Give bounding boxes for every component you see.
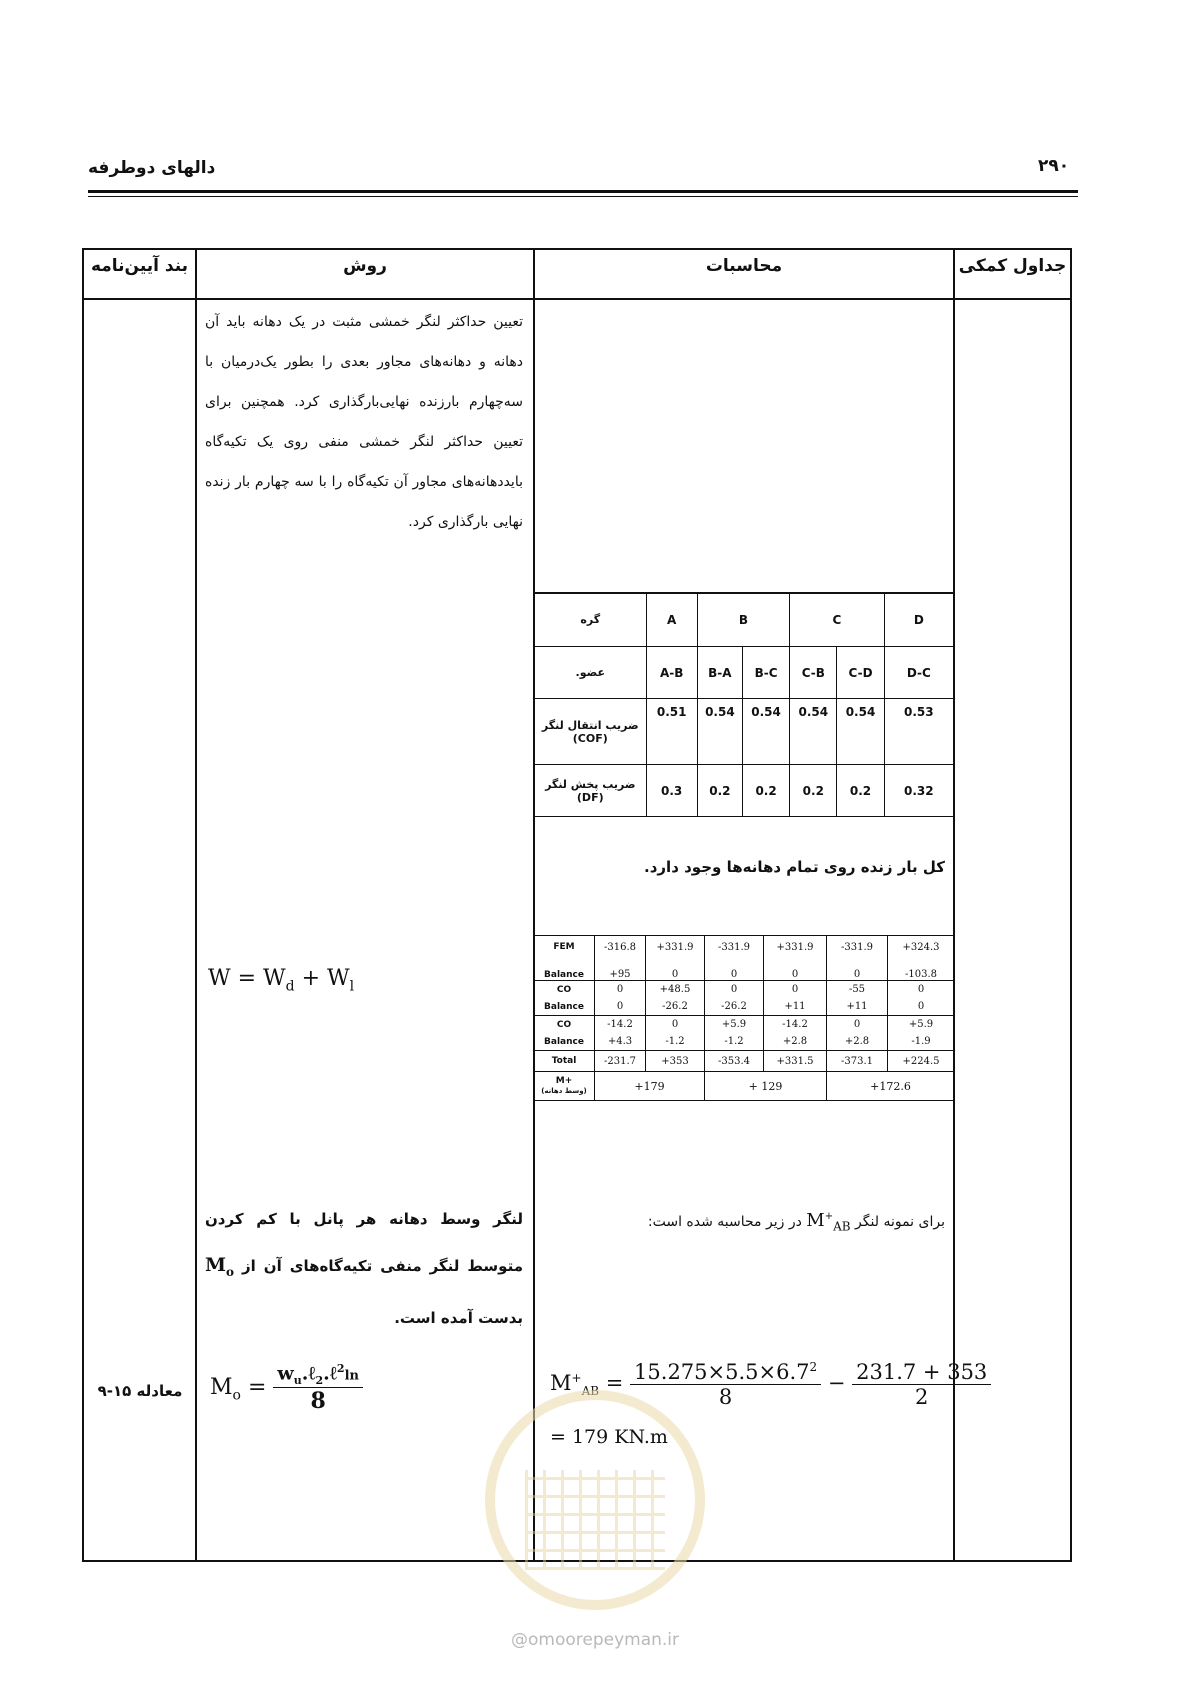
balance-value: 0 xyxy=(595,998,646,1016)
balance-value: +2.8 xyxy=(764,1033,827,1051)
mo-num-w: w xyxy=(277,1362,294,1385)
cof-value: 0.54 xyxy=(837,699,884,765)
co-value: 0 xyxy=(827,1016,888,1034)
node-label: گره xyxy=(535,593,647,647)
w-formula-plus: + W xyxy=(294,966,350,991)
df-label-abbr: (DF) xyxy=(576,790,604,804)
page-number: ۲۹۰ xyxy=(1038,156,1070,176)
header-rule-thin xyxy=(88,196,1078,197)
midspan-moment-ab: +179 xyxy=(595,1072,705,1101)
cof-label xyxy=(535,699,647,765)
sample-intro-symbol xyxy=(806,1210,851,1234)
sample-fraction-2 xyxy=(852,1360,991,1409)
member-bc: B-C xyxy=(742,647,789,699)
node-a: A xyxy=(646,593,697,647)
col-divider-1 xyxy=(195,248,197,1562)
member-cd: C-D xyxy=(837,647,884,699)
balance-value: +2.8 xyxy=(827,1033,888,1051)
co-value: 0 xyxy=(888,981,955,999)
mo-num-ln-sup: 2 xyxy=(336,1362,345,1375)
col-header-aux-tables: جداول کمکی xyxy=(958,256,1067,276)
df-label xyxy=(535,765,647,817)
df-value: 0.3 xyxy=(646,765,697,817)
m-plus-sublabel: (وسط دهانه) xyxy=(541,1087,587,1095)
equals-sign: = xyxy=(247,1375,267,1401)
row-label-midspan-moment xyxy=(534,1072,595,1101)
mo-num-ln: .ℓ xyxy=(323,1362,337,1385)
col-header-method: روش xyxy=(343,256,387,276)
co-value: -14.2 xyxy=(595,1016,646,1034)
sample-intro xyxy=(545,1210,945,1234)
midspan-moment-bc: + 129 xyxy=(705,1072,827,1101)
cof-value: 0.54 xyxy=(742,699,789,765)
balance-value: -1.2 xyxy=(646,1033,705,1051)
total-value: +331.5 xyxy=(764,1051,827,1072)
df-value: 0.2 xyxy=(742,765,789,817)
sample-fraction-1-sup: 2 xyxy=(809,1360,818,1374)
m-plus-label: M+ xyxy=(555,1076,573,1086)
fem-value: -316.8 xyxy=(595,936,646,959)
row-label-balance: Balance xyxy=(534,1033,595,1051)
cof-value: 0.54 xyxy=(790,699,837,765)
equation-reference: معادله ۱۵-۹ xyxy=(97,1382,183,1400)
member-label: عضو. xyxy=(535,647,647,699)
total-value: -353.4 xyxy=(705,1051,764,1072)
balance-value: 0 xyxy=(888,998,955,1016)
sample-fraction-1-num-text: 15.275×5.5×6.7 xyxy=(634,1360,810,1384)
fem-value: +331.9 xyxy=(764,936,827,959)
co-value: 0 xyxy=(595,981,646,999)
co-value: +48.5 xyxy=(646,981,705,999)
total-value: -231.7 xyxy=(595,1051,646,1072)
sample-lhs: M xyxy=(550,1371,572,1395)
live-load-note: کل بار زنده روی تمام دهانه‌ها وجود دارد. xyxy=(644,858,945,876)
col-divider-2 xyxy=(533,248,535,1562)
node-c: C xyxy=(790,593,884,647)
row-label-total: Total xyxy=(534,1051,595,1072)
co-value: +5.9 xyxy=(705,1016,764,1034)
member-dc: D-C xyxy=(884,647,953,699)
cof-value: 0.51 xyxy=(646,699,697,765)
col-header-clause: بند آیین‌نامه xyxy=(90,256,189,276)
balance-value: -26.2 xyxy=(646,998,705,1016)
balance-value: -26.2 xyxy=(705,998,764,1016)
member-ba: B-A xyxy=(697,647,742,699)
w-sub-d: d xyxy=(285,978,295,995)
mo-num-l2: .ℓ xyxy=(301,1362,316,1385)
balance-value: 0 xyxy=(646,958,705,981)
cof-value: 0.53 xyxy=(884,699,953,765)
mo-denominator: 8 xyxy=(310,1388,326,1415)
sample-fraction-1 xyxy=(630,1360,821,1409)
sample-fraction-1-num xyxy=(630,1360,821,1385)
mo-symbol xyxy=(205,1254,235,1279)
mo-fraction xyxy=(273,1362,363,1414)
col-header-calculations: محاسبات xyxy=(705,256,783,276)
header-row-divider xyxy=(82,298,1072,300)
cof-value: 0.54 xyxy=(697,699,742,765)
co-value: 0 xyxy=(646,1016,705,1034)
sample-intro-after: در زیر محاسبه شده است: xyxy=(647,1214,802,1230)
mo-num-w-sub: u xyxy=(293,1374,302,1388)
balance-value: +11 xyxy=(827,998,888,1016)
w-sub-l: l xyxy=(349,978,355,995)
mo-num-l2-sub: 2 xyxy=(315,1374,324,1388)
minus-sign: − xyxy=(827,1371,846,1395)
static-moment-formula xyxy=(210,1362,363,1414)
co-value: -55 xyxy=(827,981,888,999)
watermark-text: @omoorepeyman.ir xyxy=(510,1630,680,1650)
watermark-grid xyxy=(525,1470,665,1570)
balance-value: -1.2 xyxy=(705,1033,764,1051)
node-b: B xyxy=(697,593,789,647)
total-value: +353 xyxy=(646,1051,705,1072)
mo-lhs: M xyxy=(210,1375,233,1401)
balance-value: +4.3 xyxy=(595,1033,646,1051)
member-ab: A-B xyxy=(646,647,697,699)
balance-value: +95 xyxy=(595,958,646,981)
chapter-title: دالهای دوطرفه xyxy=(88,158,216,178)
method-paragraph-2 xyxy=(205,1196,523,1341)
sample-lhs-sub: AB xyxy=(581,1384,600,1399)
row-label-co: CO xyxy=(556,1019,572,1030)
df-value: 0.2 xyxy=(837,765,884,817)
df-label-text: ضریب پخش لنگر xyxy=(545,777,636,791)
mo-num-ln-sub: ln xyxy=(344,1368,359,1384)
member-cb: C-B xyxy=(790,647,837,699)
balance-value: -1.9 xyxy=(888,1033,955,1051)
coefficient-table xyxy=(534,592,954,817)
moment-distribution-table xyxy=(534,935,954,1101)
equals-sign: = xyxy=(605,1371,624,1395)
cof-label-text: ضریب انتقال لنگر xyxy=(541,718,639,732)
mo-lhs-sub: o xyxy=(232,1387,241,1404)
co-value: 0 xyxy=(764,981,827,999)
mo-symbol-sub: o xyxy=(226,1264,235,1279)
load-combination-formula xyxy=(208,966,354,994)
fem-value: -331.9 xyxy=(705,936,764,959)
method-paragraph-2-tail: بدست آمده است. xyxy=(394,1308,523,1327)
fem-value: -331.9 xyxy=(827,936,888,959)
sample-intro-sub: AB xyxy=(833,1219,851,1234)
sample-fraction-2-num: 231.7 + 353 xyxy=(852,1360,991,1385)
method-paragraph-2-text: لنگر وسط دهانه هر پانل با کم کردن متوسط لنگر منفی تکیه‌گاه‌های آن از xyxy=(205,1210,524,1275)
sample-intro-sup: + xyxy=(824,1211,834,1222)
node-d: D xyxy=(884,593,953,647)
co-value: -14.2 xyxy=(764,1016,827,1034)
df-value: 0.2 xyxy=(790,765,837,817)
sample-intro-before: برای نمونه لنگر xyxy=(855,1214,945,1230)
sample-fraction-2-den: 2 xyxy=(915,1385,929,1409)
sample-fraction-1-den: 8 xyxy=(718,1385,733,1409)
balance-value: 0 xyxy=(705,958,764,981)
df-value: 0.32 xyxy=(884,765,953,817)
df-value: 0.2 xyxy=(697,765,742,817)
row-label-balance: Balance xyxy=(534,958,595,981)
cof-label-abbr: (COF) xyxy=(572,731,608,745)
w-formula-lhs: W = W xyxy=(208,966,286,991)
sample-intro-m: M xyxy=(806,1210,825,1231)
balance-value: 0 xyxy=(764,958,827,981)
balance-value: -103.8 xyxy=(888,958,955,981)
mo-numerator xyxy=(273,1362,363,1388)
total-value: -373.1 xyxy=(827,1051,888,1072)
row-label-balance: Balance xyxy=(534,998,595,1016)
header-rule xyxy=(88,190,1078,193)
co-value: 0 xyxy=(705,981,764,999)
row-label-co: CO xyxy=(556,984,572,995)
fem-value: +331.9 xyxy=(646,936,705,959)
balance-value: 0 xyxy=(827,958,888,981)
sample-lhs-sup: + xyxy=(571,1371,582,1385)
sample-result: = 179 KN.m xyxy=(550,1426,668,1448)
fem-value: +324.3 xyxy=(888,936,955,959)
total-value: +224.5 xyxy=(888,1051,955,1072)
midspan-moment-cd: +172.6 xyxy=(827,1072,955,1101)
balance-value: +11 xyxy=(764,998,827,1016)
co-value: +5.9 xyxy=(888,1016,955,1034)
method-paragraph-1: تعیین حداکثر لنگر خمشی مثبت در یک دهانه باید آن دهانه و دهانه‌های مجاور بعدی را بطور یک‌درمیان با سه‌چهارم بارزنده نهایی‌بارگذاری کرد. همچنین برای تعیین حداکثر لنگر خمشی منفی روی یک تکیه‌گاه بایددهانه‌های مجاور آن تکیه‌گاه را با سه چهارم بار زنده نهایی بارگذاری کرد. xyxy=(205,314,523,530)
row-label-fem: FEM xyxy=(534,936,595,959)
mo-symbol-m: M xyxy=(205,1254,227,1276)
